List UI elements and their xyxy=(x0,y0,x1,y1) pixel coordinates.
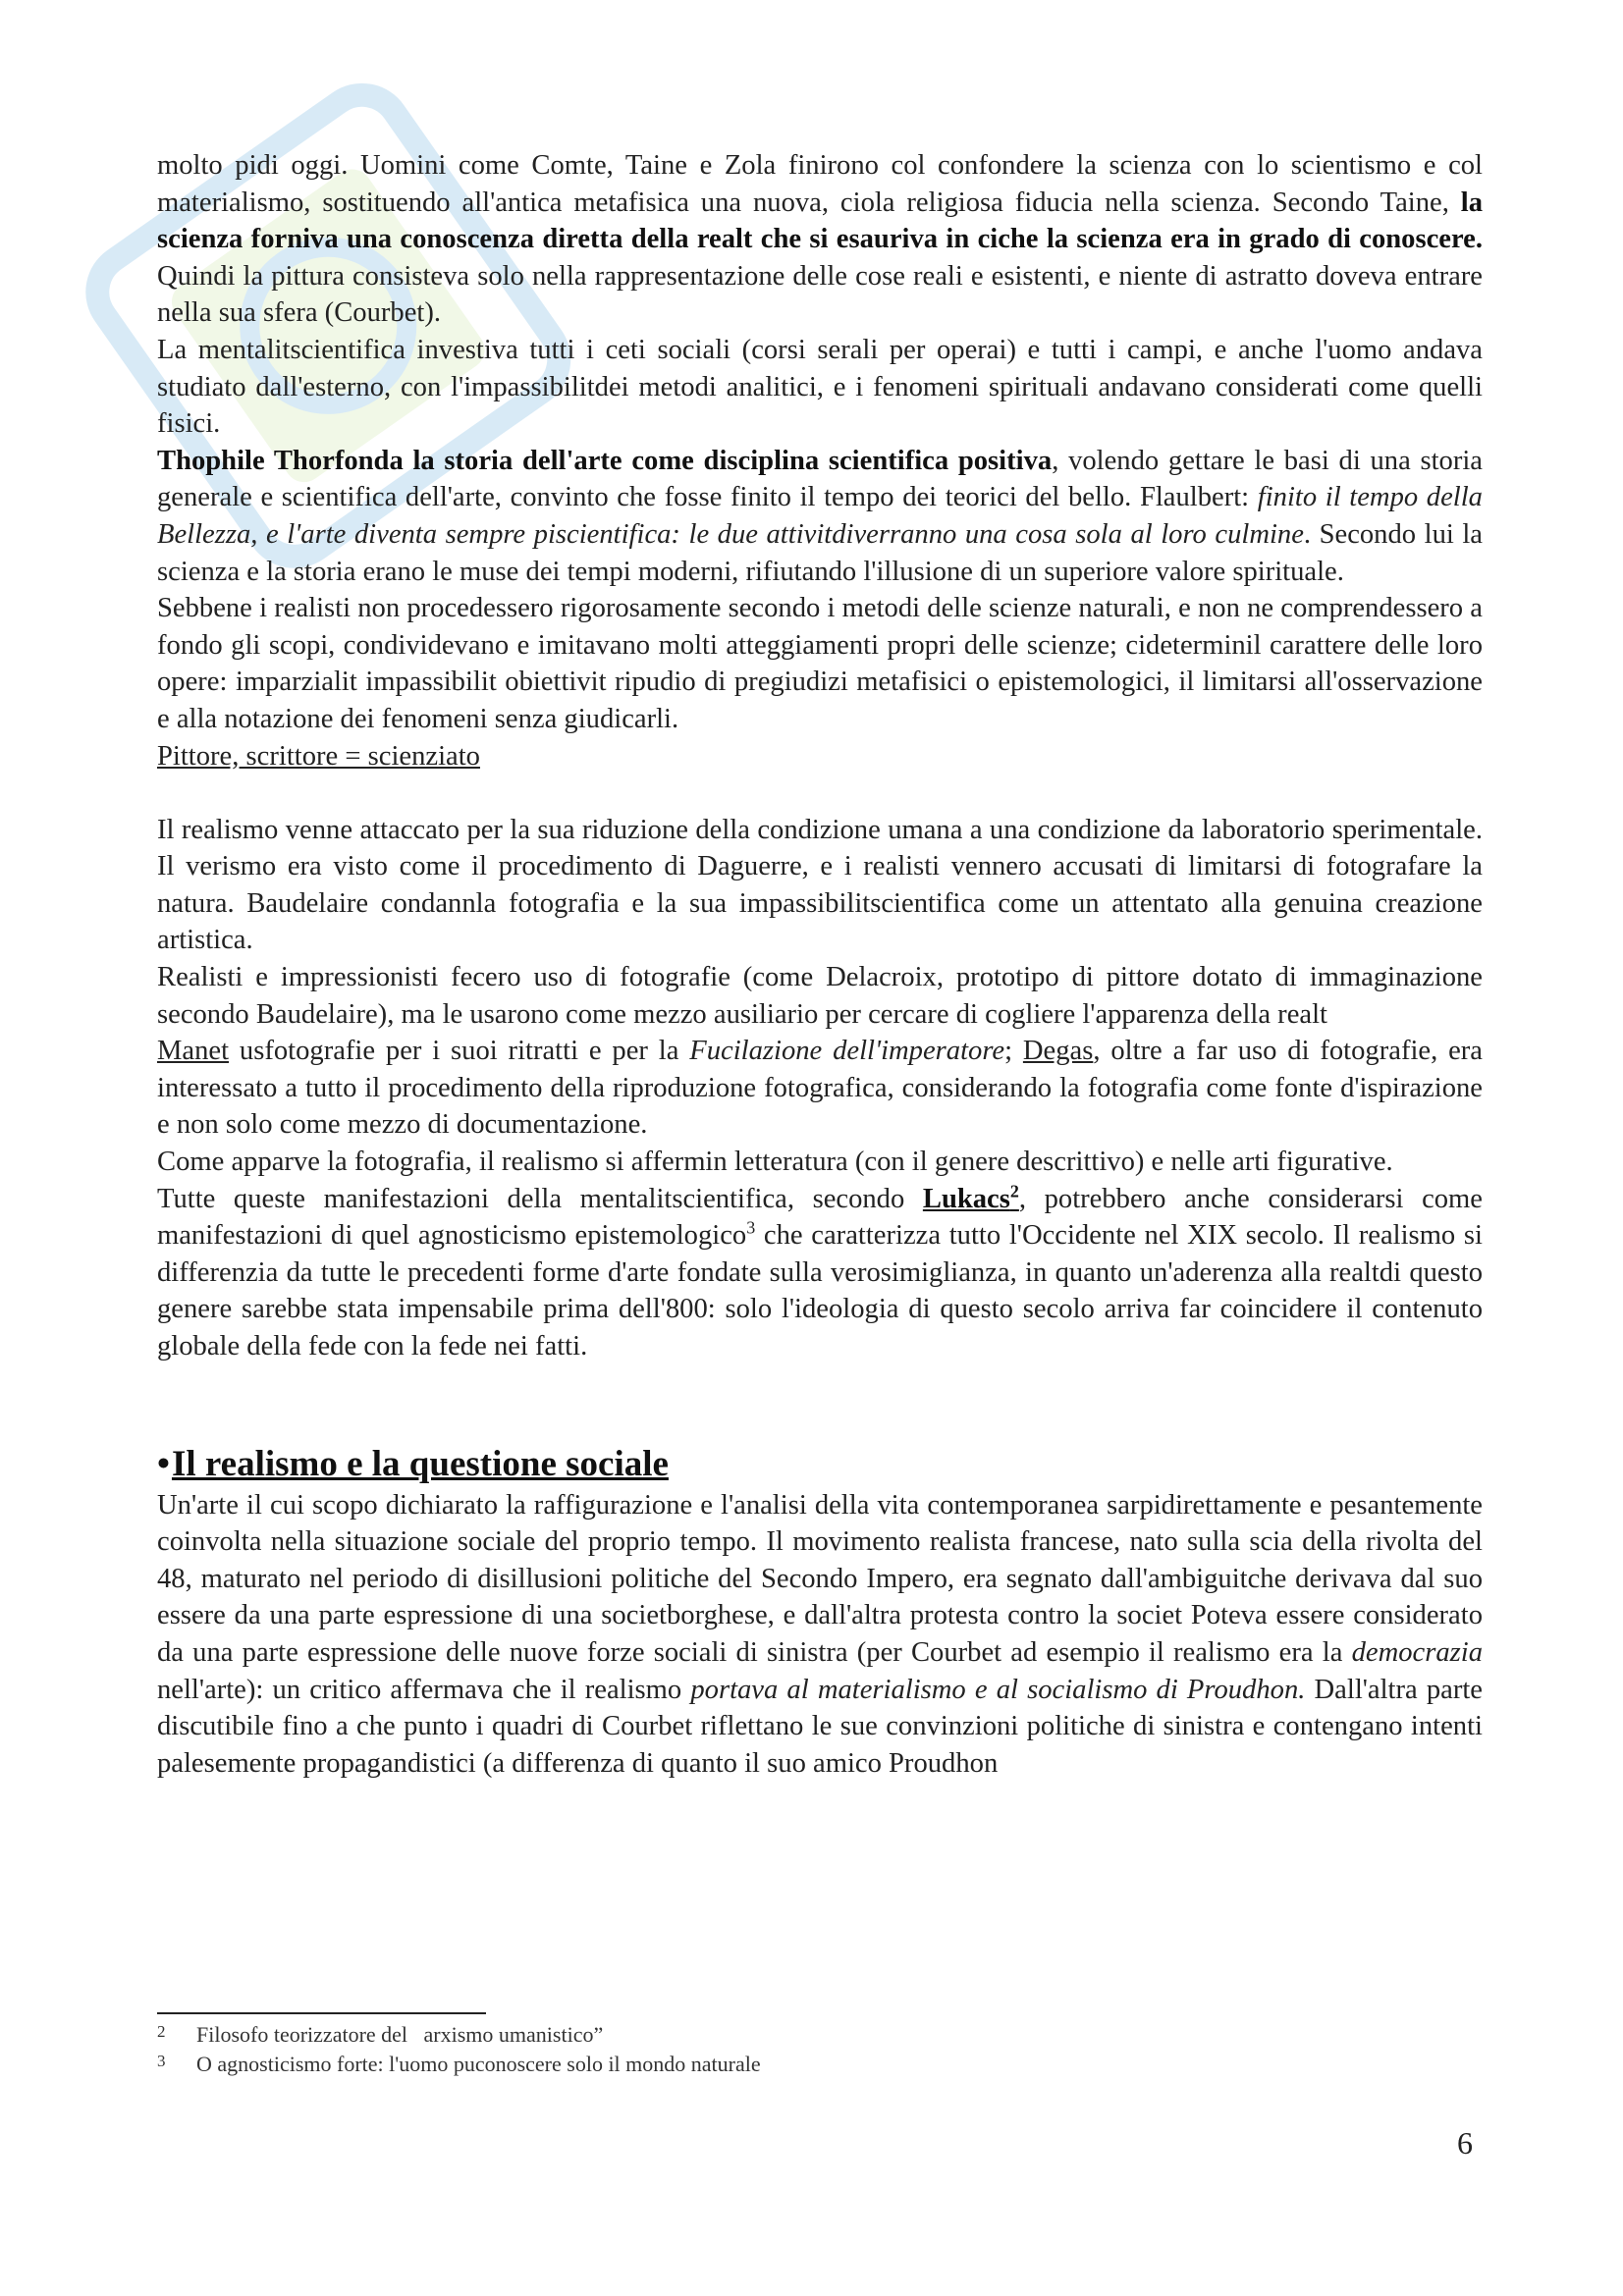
footnote-ref-2: 2 xyxy=(1009,1181,1019,1201)
paragraph-3: Thophile Thorfonda la storia dell'arte come disciplina scientifica positiva, volendo gettare le basi di una storia generale e scientifica dell'arte, convinto che fosse finito il tempo dei teorici del bello. Flaulbert: finito il tempo della Bellezza, e l'arte diventa sempre piscientifica: le due attivitdiverranno una cosa sola al loro culmine. Secondo lui la scienza e la storia erano le muse dei tempi moderni, rifiutando l'illusione di un superiore valore spirituale. xyxy=(157,445,1483,587)
bold-text: Thophile Thorfonda la storia dell'arte come disciplina scientifica positiva xyxy=(157,445,1053,476)
paragraph-11: Un'arte il cui scopo dichiarato la raffigurazione e l'analisi della vita contemporanea sarpidirettamente e pesantemente coinvolta nella situazione sociale del proprio tempo. Il movimento realista francese, nato sulla scia della rivolta del 48, maturato nel periodo di disillusioni politiche del Secondo Impero, era segnato dall'ambiguitche derivava dal suo essere da una parte espressione di una societborghese, e dall'altra protesta contro la societ Poteva essere considerato da una parte espressione delle nuove forze sociali di sinistra (per Courbet ad esempio il realismo era la democrazia nell'arte): un critico affermava che il realismo portava al materialismo e al socialismo di Proudhon. Dall'altra parte discutibile fino a che punto i quadri di Courbet riflettano le sue convinzioni politiche di sinistra e contengano intenti palesemente propagandistici (a differenza di quanto il suo amico Proudhon xyxy=(157,1489,1483,1779)
footnote-3: 3 O agnosticismo forte: l'uomo puconoscere solo il mondo naturale xyxy=(157,2052,761,2076)
bold-text: la scienza forniva una conoscenza diretta della realt che si esauriva in ciche la scienza era in grado di conoscere. xyxy=(157,187,1483,255)
footnote-ref-3: 3 xyxy=(746,1217,756,1238)
footnotes xyxy=(157,2012,1483,2079)
paragraph-7: Realisti e impressionisti fecero uso di fotografie (come Delacroix, prototipo di pittore dotato di immaginazione secondo Baudelaire), ma le usarono come mezzo ausiliario per cercare di cogliere l'apparenza della realt xyxy=(157,962,1483,1030)
underlined-text: Pittore, scrittore = scienziato xyxy=(157,740,480,772)
paragraph-2: La mentalitscientifica investiva tutti i ceti sociali (corsi serali per operai) e tutti i campi, e anche l'uomo andava studiato dall'esterno, con l'impassibilitdei metodi analitici, e i fenomeni spirituali andavano considerati come quelli fisici. xyxy=(157,334,1483,440)
degas-name: Degas xyxy=(1022,1036,1094,1067)
footnote-divider xyxy=(157,2012,486,2014)
manet-name: Manet xyxy=(157,1036,230,1067)
paragraph-8: Manet usfotografie per i suoi ritratti e per la Fucilazione dell'imperatore; Degas, oltre a far uso di fotografie, era interessato a tutto il procedimento della riproduzione fotografica, considerando la fotografia come fonte d'ispirazione e non solo come mezzo di documentazione. xyxy=(157,1036,1483,1141)
bullet-icon: • xyxy=(157,1443,170,1484)
lukacs-name: Lukacs$^2$ xyxy=(922,1181,1019,1214)
paragraph-9: Come apparve la fotografia, il realismo si affermin letteratura (con il genere descrittivo) e nelle arti figurative. xyxy=(157,1147,1393,1178)
paragraph-10: Tutte queste manifestazioni della mentalitscientifica, secondo Lukacs$^2$, potrebbero anche considerarsi come manifestazioni di quel agnosticismo epistemologico$^3$ che caratterizza tutto l'Occidente nel XIX secolo. Il realismo si differenzia da tutte le precedenti forme d'arte fondate sulla verosimiglianza, in quanto un'aderenza alla realtdi questo genere sarebbe stata impensabile prima dell'800: solo l'ideologia di questo secolo arriva far coincidere il contenuto globale della fede con la fede nei fatti. xyxy=(157,1181,1483,1362)
paragraph-6: Il realismo venne attaccato per la sua riduzione della condizione umana a una condizione da laboratorio sperimentale. Il verismo era visto come il procedimento di Daguerre, e i realisti vennero accusati di limitarsi di fotografare la natura. Baudelaire condannla fotografia e la sua impassibilitscientifica come un attentato alla genuina creazione artistica. xyxy=(157,814,1483,956)
paragraph-1: molto pidi oggi. Uomini come Comte, Taine e Zola finirono col confondere la scienza con lo scientismo e col materialismo, sostituendo all'antica metafisica una nuova, ciola religiosa fiducia nella scienza. Secondo Taine, la scienza forniva una conoscenza diretta della realt che si esauriva in ciche la scienza era in grado di conoscere. Quindi la pittura consisteva solo nella rappresentazione delle cose reali e esistenti, e niente di astratto doveva entrare nella sua sfera (Courbet). xyxy=(157,150,1483,329)
paragraph-5 xyxy=(157,738,1483,775)
section-heading: •Il realismo e la questione sociale xyxy=(157,1443,669,1484)
italic-title: Fucilazione dell'imperatore xyxy=(689,1036,1005,1067)
page-number: 6 xyxy=(1457,2125,1473,2161)
italic-quote: finito il tempo della Bellezza, e l'arte diventa sempre piscientifica: le due attivitdiverranno una cosa sola al loro culmine xyxy=(157,482,1483,550)
footnote-2: 2 Filosofo teorizzatore del arxismo umanistico” xyxy=(157,2022,604,2047)
document-body xyxy=(157,147,1483,1782)
paragraph-4: Sebbene i realisti non procedessero rigorosamente secondo i metodi delle scienze naturali, e non ne comprendessero a fondo gli scopi, condividevano e imitavano molti atteggiamenti propri delle scienze; cideterminil carattere delle loro opere: imparzialit impassibilit obiettivit ripudio di pregiudizi metafisici o epistemologici, il limitarsi all'osservazione e alla notazione dei fenomeni senza giudicarli. xyxy=(157,593,1483,734)
